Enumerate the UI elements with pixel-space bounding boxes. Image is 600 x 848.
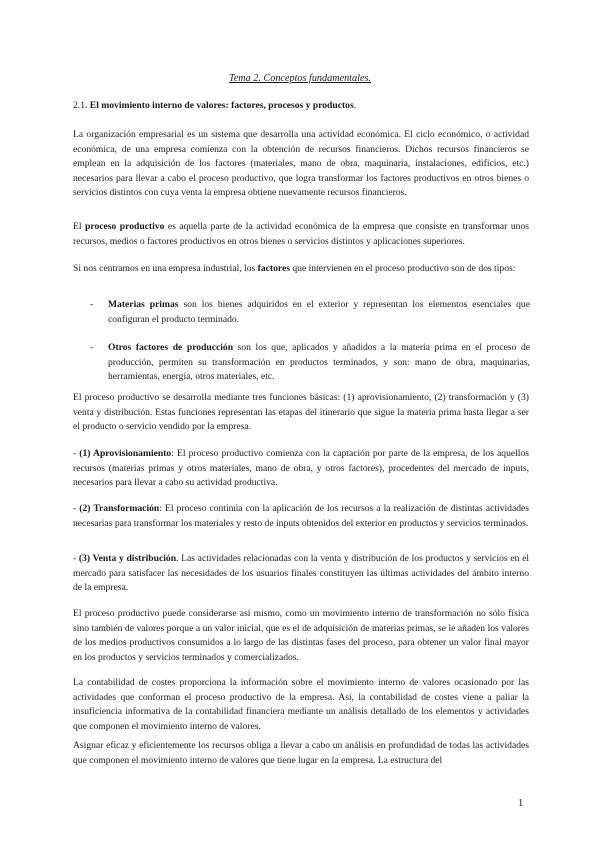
paragraph-7-rest: . Las actividades relacionadas con la venta y distribución de los productos y servicios en el mercado para satisfacer las necesidades de los usuarios finales constituyen las últimas actividades del ámbito interno de la empresa. <box>73 553 530 594</box>
paragraph-2-bold: proceso productivo <box>85 221 165 232</box>
paragraph-3-rest: que intervienen en el proceso productivo son de dos tipos: <box>289 263 516 274</box>
bullet-rest: son los bienes adquiridos en el exterior y representan los elementos esenciales que configuran el producto terminado. <box>108 299 530 325</box>
paragraph-3 <box>73 262 529 277</box>
section-heading-bold: El movimiento interno de valores <box>89 100 226 111</box>
paragraph-6-bold: (2) Transformación <box>79 503 160 514</box>
document-title: Tema 2. Conceptos fundamentales. <box>229 73 371 84</box>
bullet-bold: Otros factores de producción <box>108 342 234 353</box>
section-heading-rest: : factores, procesos y productos <box>225 100 354 111</box>
paragraph-5-prefix: - <box>73 448 80 459</box>
paragraph-5-bold: (1) Aprovisionamiento <box>79 448 172 459</box>
bullet-mark: - <box>90 342 94 353</box>
paragraph-2-rest: es aquella parte de la actividad económica de la empresa que consiste en transformar unos recursos, medios o factores productivos en otros bienes o servicios distintos y aplicaciones superiores. <box>73 221 529 247</box>
paragraph-6-rest: : El proceso continúa con la aplicación de los recursos a la realización de distintas actividades necesarias para transformar los materiales y resto de inputs obtenidos del exterior en productos y servicios terminados. <box>73 503 530 529</box>
paragraph-3-bold: factores <box>257 263 290 274</box>
page-number: 1 <box>518 798 524 809</box>
paragraph-7-bold: (3) Venta y distribución <box>78 553 177 564</box>
bullet-rest: son los que, aplicados y añadidos a la materia prima en el proceso de producción, permiten su transformación en productos terminados, y son: mano de obra, maquinarias, herramientas, energía, otros materiales, etc. <box>108 342 531 383</box>
paragraph-2 <box>73 220 529 249</box>
bullet-bold: Materias primas <box>108 299 179 310</box>
paragraph-6-prefix: - <box>73 503 80 514</box>
paragraph-10: Asignar eficaz y eficientemente los recursos obliga a llevar a cabo un análisis en profundidad de todas las actividades que componen el movimiento interno de valores que tiene lugar en la empresa. La estructura del <box>73 740 529 766</box>
paragraph-6 <box>73 502 529 531</box>
paragraph-5 <box>73 447 529 491</box>
paragraph-7-prefix: - <box>73 553 79 564</box>
section-heading: 2.1. El movimiento interno de valores: factores, procesos y productos. <box>73 100 357 111</box>
paragraph-2-prefix: El <box>73 221 86 232</box>
bullet-mark: - <box>90 299 94 310</box>
paragraph-7 <box>73 552 529 596</box>
paragraph-9: La contabilidad de costes proporciona la información sobre el movimiento interno de valores ocasionado por las actividades que conforman el proceso productivo de la empresa. Así, la contabilidad de costes viene a paliar la insuficiencia informativa de la contabilidad financiera mediante un análisis detallado de los elementos y actividades que componen el movimiento interno de valores. <box>73 677 529 732</box>
section-number: 2.1. <box>73 100 88 111</box>
bullet-text <box>108 341 530 385</box>
paragraph-4: El proceso productivo se desarrolla mediante tres funciones básicas: (1) aprovisionamiento, (2) transformación y (3) venta y distribución. Estas funciones representan las etapas del itinerario que sigue la materia prima hasta llegar a ser el producto o servicio vendido por la empresa. <box>73 392 529 433</box>
paragraph-3-prefix: Si nos centramos en una empresa industrial, los <box>73 263 258 274</box>
paragraph-1: La organización empresarial es un sistema que desarrolla una actividad económica. El ciclo económico, o actividad económica, de una empresa comienza con la obtención de recursos financieros. Dichos recursos financieros se emplean en la adquisición de los factores (materiales, mano de obra, maquinaria, instalaciones, edificios, etc.) necesarios para llevar a cabo el proceso productivo, que logra transformar los factores productivos en otros bienes o servicios distintos con cuya venta la empresa obtiene nuevamente recursos financieros. <box>73 129 529 199</box>
paragraph-5-rest: : El proceso productivo comienza con la captación por parte de la empresa, de los aquellos recursos (materias primas y otros materiales, mano de obra, y otros factores), procedentes del mercado de inputs, necesarios para llevar a cabo su actividad productiva. <box>73 448 530 489</box>
bullet-text <box>108 298 530 327</box>
paragraph-8: El proceso productivo puede considerarse así mismo, como un movimiento interno de transformación no sólo física sino también de valores porque a un valor inicial, que es el de adquisición de materias primas, se le añaden los valores de los medios productivos consumidos a lo largo de las distintas fases del proceso, para obtener un valor final mayor en los productos y servicios terminados y comercializados. <box>73 608 529 663</box>
